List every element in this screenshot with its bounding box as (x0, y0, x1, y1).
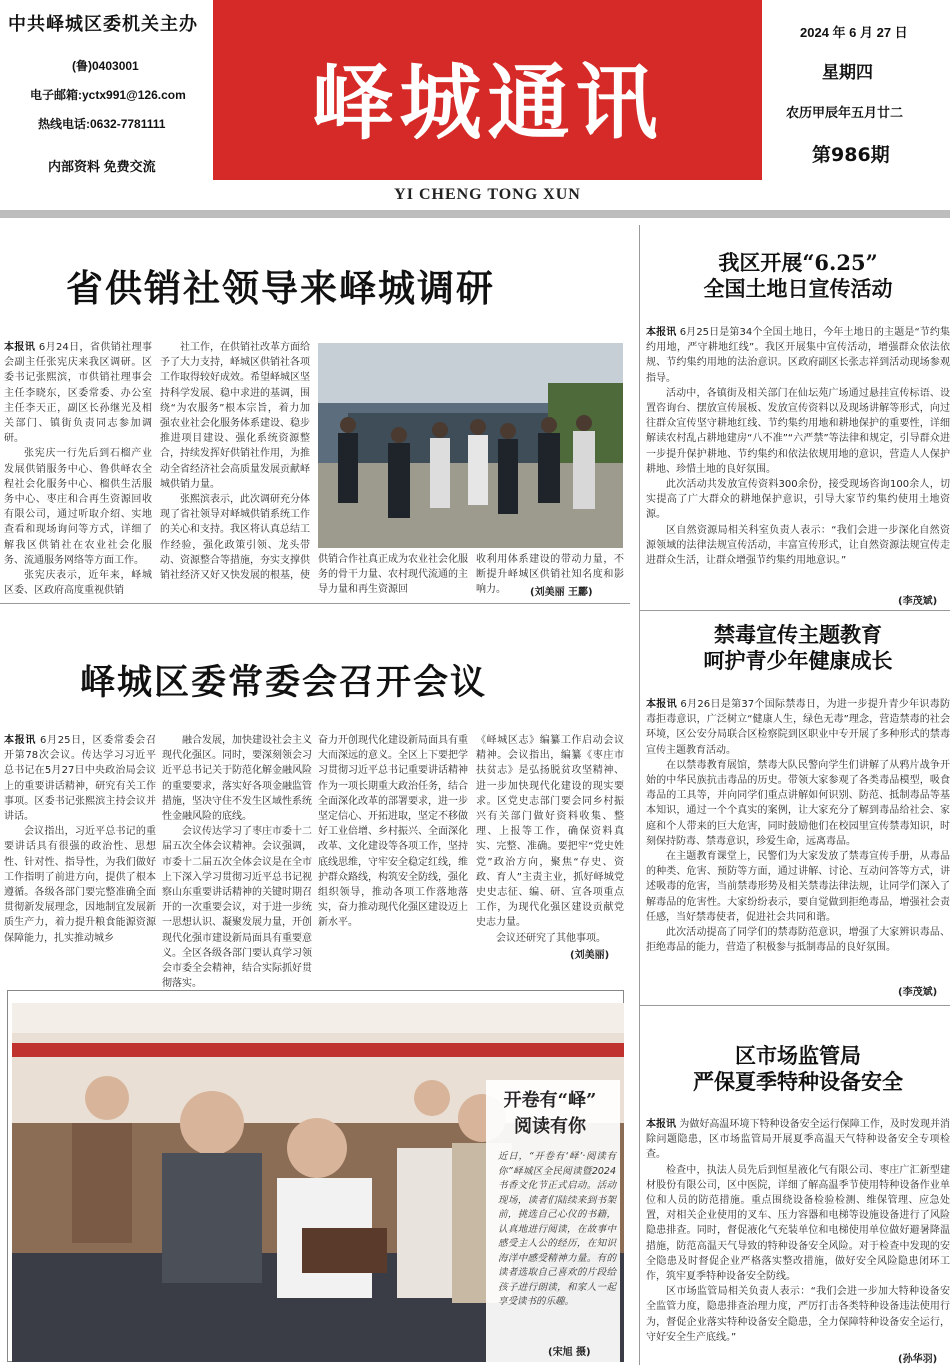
article2-col3 (318, 733, 468, 973)
section-divider (0, 603, 630, 604)
side2-body (646, 697, 950, 979)
article1-paragraph: 收利用体系建设的带动力量，不断提升峄城区供销社知名度和影响力。 (476, 554, 624, 596)
article1-credit: (刘美丽 王酈) (530, 587, 593, 598)
masthead-divider (0, 210, 950, 218)
newspaper-title: 峄城通讯 (311, 55, 664, 151)
side2-paragraph: 在主题教育课堂上，民警们为大家发放了禁毒宣传手册，从毒品的种类、危害、预防等方面，通过讲解、讨论、互动问答等方式，讲述吸毒的危害，当前禁毒形势及相关禁毒法律法规，让同学们深入了解毒品的危害性。大家纷纷表示，要自觉做到拒绝毒品，增强社会责任感，当好禁毒使者，促进社会共同和谐。 (646, 851, 950, 923)
side2-credit: (李茂斌) (898, 987, 938, 998)
masthead-logo-block (213, 0, 762, 180)
side1-headline (646, 250, 950, 303)
article1-paragraph: 社工作，在供销社改革方面给予了大力支持，峄城区供销社各项工作取得较好成效。希望峄城区坚持科学发展、稳中求进的基调，围绕“为农服务”根本宗旨，着力加强农业社会化服务体系建设、稳步推进项目建设、强化系统资源整合，持续发挥好供销社作用，为推动全省经济社会高质量发展贡献峄城供销力量。 (160, 342, 310, 490)
article2-paragraph: 会议还研究了其他事项。 (496, 932, 606, 944)
side3-lead-paragraph: 本报讯 为做好高温环境下特种设备安全运行保障工作，及时发现并消除问题隐患，区市场监管局开展夏季高温天气特种设备安全专项检查。 (646, 1119, 950, 1161)
side1-credit: (李茂斌) (898, 596, 938, 607)
article2-paragraph: 会议指出，习近平总书记的重要讲话具有很强的政治性、思想性、针对性、指导性，为我们做好工作指明了前进方向，提供了根本遵循。各级各部门要完整准确全面贯彻新发展理念，因地制宜发展新质生产力，着力提升粮食能源资源保障能力，扎实推动城乡 (4, 826, 156, 944)
side2-headline-line2: 呵护青少年健康成长 (703, 648, 893, 674)
issue-number: 第986期 (812, 144, 890, 166)
article1-paragraph: 张熙滨表示，此次调研充分体现了省社领导对峄城供销系统工作的关心和支持。我区将认真总结工作经验，强化政策引领、龙头带动、资源整合等措施，夯实支撑供销社经济又好又快发展的根基，使 (160, 494, 310, 582)
article1-lead-paragraph: 本报讯 6月24日，省供销社理事会副主任张宪庆来我区调研。区委书记张熙滨，市供销社理事会主任李晓东，区委常委、办公室主任李天正，副区长孙继光及相关部门、镇街负责同志参加调研。 (4, 342, 153, 445)
internal-note: 内部资料 免费交流 (48, 159, 156, 174)
article2-lead-paragraph: 本报讯 6月25日，区委常委会召开第78次会议。传达学习习近平总书记在5月27日中央政治局会议上的重要讲话精神，研究有关工作事项。区委书记张熙滨主持会议并讲话。 (4, 735, 157, 823)
side2-paragraph: 此次活动提高了同学们的禁毒防范意识，增强了大家辨识毒品、拒绝毒品的能力，营造了积极参与抵制毒品的良好氛围。 (646, 927, 950, 954)
feature-title (490, 1088, 610, 1140)
side3-paragraph: 检查中，执法人员先后到恒星液化气有限公司、枣庄广汇新型建材股份有限公司，区中医院，详细了解高温季节使用特种设备作业单位和人员的防范措施。重点围绕设备检验检测、维保管理、应急处置，对相关企业使用的叉车、压力容器和电梯等设施设备进行了风险隐患排查。同时，督促液化气充装单位和电梯使用单位做好避暑降温措施，防范高温天气导致的特种设备安全风险。对于检查中发现的安全隐患及时督促企业严格落实整改措施，做好安全风险隐患闭环工作，筑牢夏季特种设备安全防线。 (646, 1164, 950, 1283)
article2-headline: 峄城区委常委会召开会议 (80, 663, 488, 703)
side1-headline-line2: 全国土地日宣传活动 (703, 276, 893, 302)
side1-body (646, 325, 950, 587)
side3-headline-line1: 区市场监管局 (735, 1043, 861, 1068)
column-divider (639, 225, 640, 1365)
side1-headline-line1: 我区开展“6.25” (718, 250, 878, 275)
weekday: 星期四 (822, 63, 873, 83)
issue-date: 2024 年 6 月 27 日 (800, 25, 908, 40)
article1-photo (318, 343, 623, 548)
article2-col4 (476, 733, 624, 945)
dateline-tag: 本报讯 (646, 699, 677, 710)
dateline-tag: 本报讯 (4, 342, 36, 353)
side1-paragraph: 活动中，各镇街及相关部门在仙坛苑广场通过悬挂宣传标语、设置咨询台、摆放宣传展板、发放宣传资料以及现场讲解等形式，向过往群众宣传坚守耕地红线、节约集约用地和耕地保护的重要性，详细解读农村乱占耕地建房“八不准”“六严禁”等法律和规定，引导群众进一步提升保护耕地、节约集约和依法依规用地的意识，营造人人保护耕地、珍惜土地的良好氛围。 (646, 387, 950, 475)
masthead-left (0, 0, 210, 180)
feature-text: 近日，“开卷有‘峄’·阅读有你”峄城区全民阅读暨2024书香文化节正式启动。活动现场，读者们陆续来到书架前，挑选自己心仪的书籍，认真地进行阅读，在故事中感受主人公的经历，在知识海洋中感受精神力量。有的读者选取自己喜欢的片段给孩子进行朗读，和家人一起享受读书的乐趣。 (498, 1151, 616, 1307)
article1-paragraph: 张宪庆一行先后到石榴产业发展供销服务中心、鲁供峄农全程社会化服务中心、榴供生活服务中心、枣庄和合再生资源回收有限公司，通过听取介绍、实地查看和现场询问等方式，详细了解我区供销社在农业社会化服务、流通服务网络等方面工作。 (4, 448, 152, 566)
section-divider (640, 610, 950, 611)
side2-paragraph: 在以禁毒教育展馆，禁毒大队民警向学生们讲解了从鸦片战争开始的中华民族抗击毒品的历史。带领大家参观了各类毒品模型，吸食毒品的工具等，并向同学们重点讲解如何识别、防范、抵制毒品等基本知识，通过一个个真实的案例，让大家充分了解到毒品给社会、家庭和个人带来的巨大危害，同时鼓励他们在校园里宣传禁毒知识，时刻保持防毒、禁毒意识，珍爱生命，远离毒品。 (646, 759, 950, 847)
side3-paragraph: 区市场监管局相关负责人表示：“我们会进一步加大特种设备安全监管力度，隐患排查治理力度，严厉打击各类特种设备违法使用行为，督促企业落实特种设备安全隐患，全力保障特种设备安全运行，守好安全生产底线。” (646, 1286, 950, 1343)
article1-paragraph: 张宪庆表示，近年来，峄城区委、区政府高度重视供销 (4, 570, 152, 597)
article1-col1 (4, 340, 153, 597)
feature-title-line2: 阅读有你 (514, 1116, 586, 1137)
article2-credit: (刘美丽) (570, 950, 610, 961)
article1-headline: 省供销社领导来峄城调研 (66, 267, 495, 310)
article1-col2 (160, 340, 310, 590)
article1-tail-left (318, 552, 468, 598)
side2-headline (646, 622, 950, 675)
article2-paragraph: 奋力开创现代化建设新局面具有重大而深远的意义。全区上下要把学习贯彻习近平总书记重要讲话精神作为一项长期重大政治任务，结合全面深化改革的部署要求，进一步坚定信心、开拓进取，坚定不移做好工业倍增、乡村振兴、全面深化改革、文化建设等各项工作，坚持底线思维，守牢安全稳定红线，维护群众路线，构筑安全防线，强化组织领导，推动各项工作落地落实，奋力推动现代化强区建设迈上新水平。 (318, 735, 468, 929)
article2-paragraph: 会议传达学习了枣庄市委十二届五次全体会议精神。会议强调，市委十二届五次全体会议是在全市上下深入学习贯彻习近平总书记视察山东重要讲话精神的关键时期召开的一次重要会议，对于进一步统一思想认识、凝聚发展力量，开创现代化强市建设新局面具有重要意义。全区各级各部门要认真学习领会市委全会精神，结合实际抓好贯彻落实。 (162, 826, 312, 990)
article2-paragraph: 融合发展，加快建设社会主义现代化强区。同时，要深刻领会习近平总书记关于防范化解金融风险的重要要求，落实好各项金融监管措施，坚决守住不发生区域性系统性金融风险的底线。 (162, 735, 312, 823)
hotline-line: 热线电话:0632-7781111 (38, 117, 166, 131)
section-divider (640, 1005, 950, 1006)
dateline-tag: 本报讯 (646, 1119, 677, 1130)
side2-lead-paragraph: 本报讯 6月26日是第37个国际禁毒日，为进一步提升青少年识毒防毒拒毒意识，广泛树立“健康人生，绿色无毒”理念，营造禁毒的社会环境，区公安分局联合区检察院到区职业中专开展了多种形式的禁毒宣传主题教育活动。 (646, 699, 950, 756)
side1-lead-paragraph: 本报讯 6月25日是第34个全国土地日，今年土地日的主题是“节约集约用地，严守耕地红线”。我区开展集中宣传活动，增强群众依法依规、节约集约用地的法治意识。区政府副区长张志祥到活动现场参观指导。 (646, 327, 950, 384)
newspaper-pinyin: YI CHENG TONG XUN (394, 186, 581, 203)
research-visit-photo (318, 343, 623, 548)
side3-headline (646, 1043, 950, 1096)
feature-title-line1: 开卷有“峄” (503, 1090, 597, 1111)
dateline-tag: 本报讯 (4, 735, 37, 746)
dateline-tag: 本报讯 (646, 327, 677, 338)
side1-paragraph: 区自然资源局相关科室负责人表示：“我们会进一步深化自然资源领域的法律法规宣传活动，丰富宣传形式，让自然资源法规宣传走进群众生活，让群众增强节约集约用地意识。” (646, 524, 950, 567)
article2-col2 (162, 733, 312, 990)
article2-col1 (4, 733, 156, 973)
article2-paragraph: 《峄城区志》编纂工作启动会议精神。会议指出，编纂《枣庄市扶贫志》是弘扬脱贫攻坚精神、进一步加快现代化建设的现实要求。区党史志部门要会同乡村振兴有关部门做好资料收集、整理、上报等工作，确保资料真实、完整、准确。要把牢“党史姓党”政治方向，聚焦“存史、资政、育人”主责主业，抓好峄城党史史志征、编、研、宣各项重点工作，为现代化强区建设贡献党史志力量。 (476, 735, 624, 929)
feature-credit: (宋旭 摄) (548, 1347, 591, 1358)
side2-headline-line1: 禁毒宣传主题教育 (714, 622, 882, 647)
registration-number: (鲁)0403001 (72, 59, 139, 73)
article1-paragraph: 供销合作社真正成为农业社会化服务的骨干力量、农村现代流通的主导力量和再生资源回 (318, 554, 468, 596)
email-line: 电子邮箱:yctx991@126.com (30, 88, 186, 102)
side3-body (646, 1117, 950, 1345)
lunar-date: 农历甲辰年五月廿二 (786, 105, 904, 120)
organizer-label: 中共峄城区委机关主办 (8, 14, 198, 35)
side1-paragraph: 此次活动共发放宣传资料300余份，接受现场咨询100余人，切实提高了广大群众的耕地保护意识，引导大家节约集约使用土地资源。 (646, 479, 950, 521)
side3-credit: (孙华羽) (898, 1354, 938, 1365)
side3-headline-line2: 严保夏季特种设备安全 (693, 1069, 903, 1095)
